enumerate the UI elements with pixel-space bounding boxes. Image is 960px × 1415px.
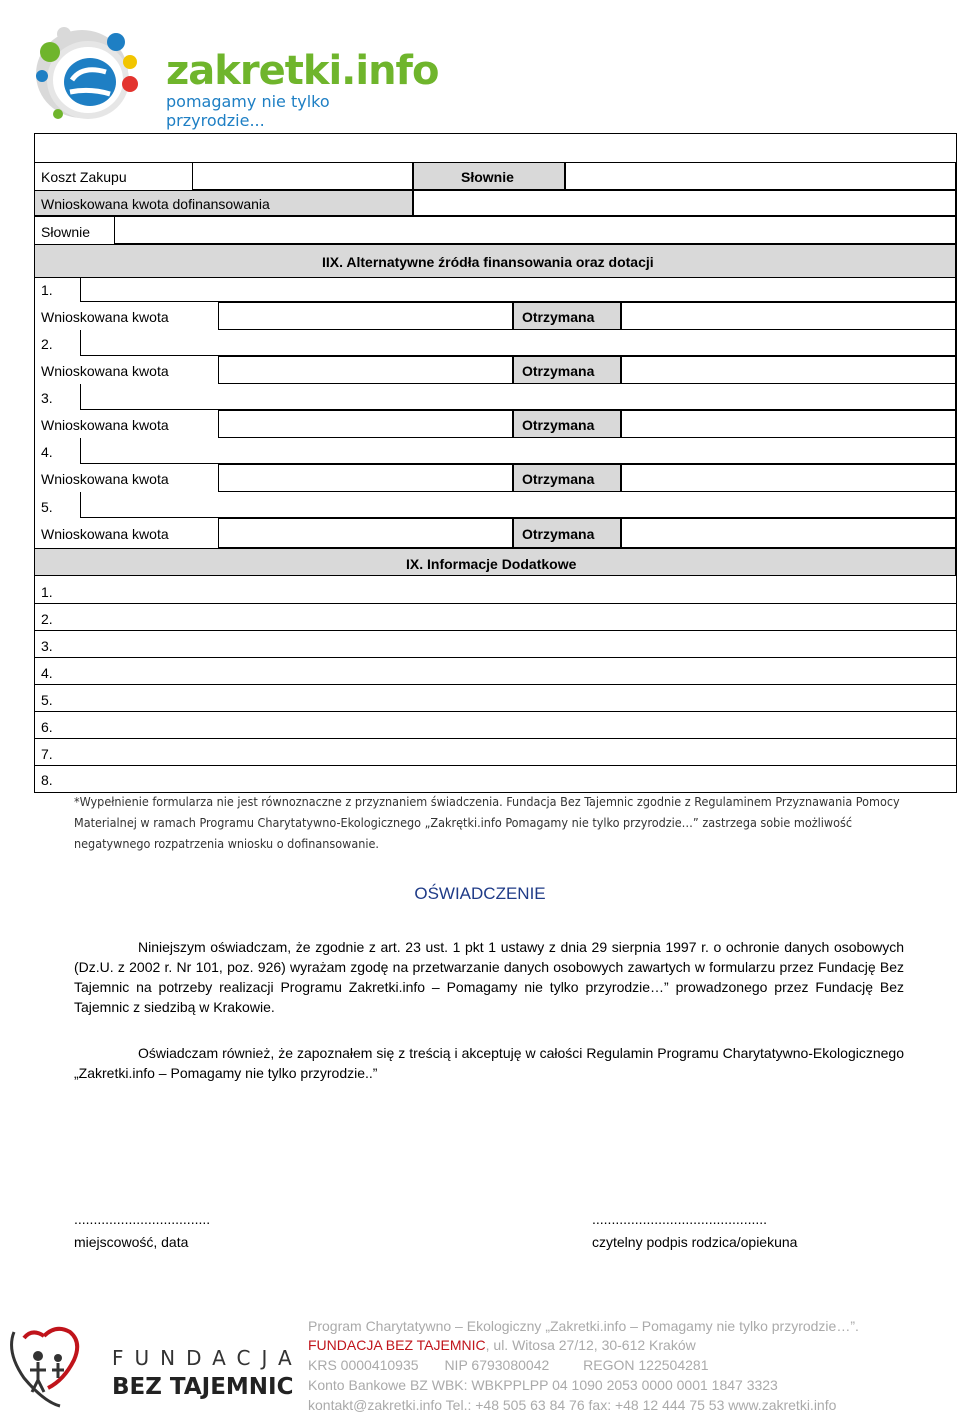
received-label: Otrzymana: [522, 417, 595, 433]
cost-field[interactable]: [192, 162, 413, 190]
requested-amount-field[interactable]: [218, 410, 513, 438]
info-line-number: 7.: [41, 746, 53, 762]
declaration-paragraph-1: Niniejszym oświadczam, że zgodnie z art. 23 ust. 1 pkt 1 ustawy z dnia 29 sierpnia 1997 r. o ochronie danych osobowych (Dz.U. z 2002 r. Nr 101, poz. 926) wyrażam zgodę na przetwarzanie danych osobowych zawartych w formularzu przez Fundację Bez Tajemnic na potrzeby realizacji Programu Zakretki.info – Pomagamy nie tylko przyrodzie…” prowadzonego przez Fundację Bez Tajemnic z siedzibą w Krakowie.: [74, 939, 904, 1015]
footer-contact: kontakt@zakretki.info Tel.: +48 505 63 84 76 fax: +48 12 444 75 53 www.zakretki.info: [308, 1397, 837, 1413]
requested-funding-field[interactable]: [413, 190, 956, 216]
entry-source-field[interactable]: [80, 278, 956, 302]
entry-number: 5.: [41, 499, 53, 515]
declaration-title: OŚWIADCZENIE: [414, 884, 546, 903]
foundation-logo-line2: BEZ TAJEMNIC: [112, 1374, 294, 1400]
footer-krs: KRS 0000410935: [308, 1357, 419, 1373]
info-text-area[interactable]: [80, 576, 956, 792]
zakretki-logo: [20, 10, 439, 130]
requested-words-field[interactable]: [114, 216, 956, 244]
received-amount-field[interactable]: [621, 518, 956, 548]
footer-foundation-name: FUNDACJA BEZ TAJEMNIC: [308, 1337, 486, 1353]
entry-source-field[interactable]: [80, 330, 956, 356]
info-line-number: 3.: [41, 638, 53, 654]
footer-program-line: Program Charytatywno – Ekologiczny „Zakretki.info – Pomagamy nie tylko przyrodzie…”.: [308, 1318, 859, 1334]
footer-bank: Konto Bankowe BZ WBK: WBKPPLPP 04 1090 2053 0000 0001 1847 3323: [308, 1377, 778, 1393]
entry-source-field[interactable]: [80, 438, 956, 464]
section-ix-title: IX. Informacje Dodatkowe: [406, 556, 577, 572]
received-amount-field[interactable]: [621, 410, 956, 438]
requested-label: Wnioskowana kwota: [41, 526, 169, 542]
requested-label: Wnioskowana kwota: [41, 363, 169, 379]
received-label: Otrzymana: [522, 363, 595, 379]
entry-number: 4.: [41, 444, 53, 460]
logo-name: zakretki.info: [166, 48, 439, 94]
form-top-border: [34, 133, 956, 134]
footer-address: , ul. Witosa 27/12, 30-612 Kraków: [485, 1337, 696, 1353]
requested-funding-label: Wnioskowana kwota dofinansowania: [41, 196, 270, 212]
signature-label: czytelny podpis rodzica/opiekuna: [592, 1234, 798, 1250]
info-line-number: 5.: [41, 692, 53, 708]
requested-label: Wnioskowana kwota: [41, 417, 169, 433]
footer-ids-line: [308, 1355, 708, 1375]
info-line-number: 4.: [41, 665, 53, 681]
section-iix-title: IIX. Alternatywne źródła finansowania oraz dotacji: [322, 254, 654, 270]
entry-source-field[interactable]: [80, 384, 956, 410]
received-label: Otrzymana: [522, 471, 595, 487]
cost-label: Koszt Zakupu: [41, 169, 127, 185]
requested-amount-field[interactable]: [218, 464, 513, 492]
requested-amount-field[interactable]: [218, 302, 513, 330]
entry-number: 3.: [41, 390, 53, 406]
disclaimer-note: *Wypełnienie formularza nie jest równoznaczne z przyznaniem świadczenia. Fundacja Bez Tajemnic zgodnie z Regulaminem Przyznawania Pomocy Materialnej w ramach Programu Charytatywno-Ekologicznego „Zakrętki.info Pomagamy nie tylko przyrodzie…” zastrzega sobie możliwość negatywnego rozpatrzenia wniosku o dofinansowanie.: [74, 794, 900, 851]
received-label: Otrzymana: [522, 526, 595, 542]
footer-address-line: [308, 1335, 696, 1355]
received-label: Otrzymana: [522, 309, 595, 325]
entry-number: 1.: [41, 282, 53, 298]
foundation-logo: [4, 1322, 303, 1408]
signature-dots: .............................................: [592, 1211, 768, 1227]
declaration-paragraph-2: Oświadczam również, że zapoznałem się z treścią i akceptuję w całości Regulamin Programu Charytatywno-Ekologicznego „Zakretki.info – Pomagamy nie tylko przyrodzie..”: [74, 1045, 904, 1081]
form-right-border: [956, 133, 957, 793]
entry-number: 2.: [41, 336, 53, 352]
logo-tagline: pomagamy nie tylko przyrodzie...: [166, 92, 330, 130]
cost-words-field[interactable]: [565, 162, 956, 190]
entry-source-field[interactable]: [80, 492, 956, 518]
info-line-number: 2.: [41, 611, 53, 627]
words-label-2: Słownie: [41, 224, 91, 240]
info-line-number: 8.: [41, 772, 53, 788]
foundation-logo-line1: FUNDACJA: [112, 1346, 303, 1370]
bottle-caps-icon: [20, 10, 160, 130]
footer-regon: REGON 122504281: [583, 1357, 709, 1373]
received-amount-field[interactable]: [621, 302, 956, 330]
form-left-border: [34, 133, 35, 793]
received-amount-field[interactable]: [621, 464, 956, 492]
info-line-number: 6.: [41, 719, 53, 735]
info-line-number: 1.: [41, 584, 53, 600]
footer-nip: NIP 6793080042: [444, 1357, 550, 1373]
requested-amount-field[interactable]: [218, 356, 513, 384]
words-label-1: Słownie: [461, 169, 514, 185]
requested-amount-field[interactable]: [218, 518, 513, 548]
place-date-dots: ...................................: [74, 1211, 211, 1227]
heart-figures-icon: [4, 1322, 104, 1408]
place-date-label: miejscowość, data: [74, 1234, 189, 1250]
received-amount-field[interactable]: [621, 356, 956, 384]
requested-label: Wnioskowana kwota: [41, 309, 169, 325]
requested-label: Wnioskowana kwota: [41, 471, 169, 487]
